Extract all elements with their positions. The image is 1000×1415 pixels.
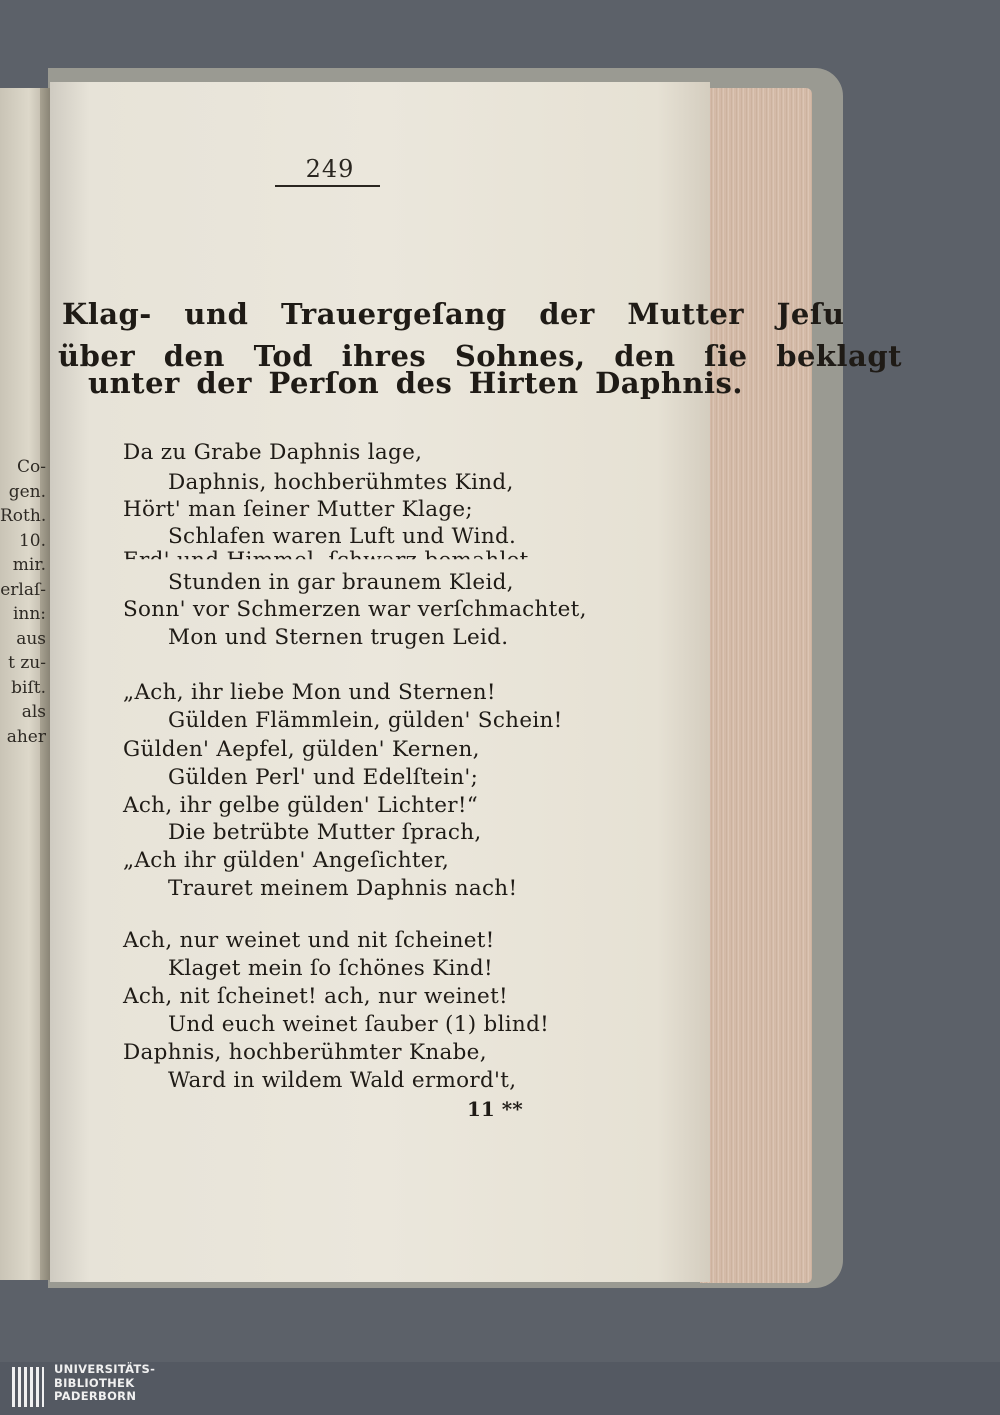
logo-line: UNIVERSITÄTS- [54,1362,156,1376]
margin-fragment: Co- [17,457,46,477]
margin-fragment: 10. [18,530,46,551]
verse-line: Die betrübte Mutter ſprach, [168,820,482,845]
left-page-margin-text [0,455,46,749]
verse-line: Da zu Grabe Daphnis lage, [123,440,423,465]
margin-fragment: t zu- [8,653,46,673]
library-logo-icon [10,1363,46,1411]
margin-fragment: biſt. [11,677,46,698]
verse-line: Stunden in gar braunem Kleid, [168,570,514,595]
margin-fragment: als [21,702,46,722]
verse-line: Daphnis, hochberühmter Knabe, [123,1040,487,1065]
verse-line: „Ach, ihr liebe Mon und Sternen! [123,680,496,705]
verse-line: Hört' man ſeiner Mutter Klage; [123,497,473,522]
logo-line: PADERBORN [54,1389,137,1403]
poem-title-line-3: unter der Perſon des Hirten Daphnis. [88,366,743,400]
margin-fragment: Roth. [0,506,47,526]
verse-line: Schlafen waren Luft und Wind. [168,524,517,549]
verse-line: Gülden Flämmlein, gülden' Schein! [168,708,563,733]
page-block-edges [700,88,812,1283]
logo-line: BIBLIOTHEK [54,1375,135,1390]
library-logo-text [54,1363,155,1404]
poem-title-line-2: über den Tod ihres Sohnes, den ſie beklagt [58,339,902,373]
verse-line: Gülden Perl' und Edelſtein'; [168,765,479,790]
verse-line: Sonn' vor Schmerzen war verſchmachtet, [123,597,587,622]
poem-title-line-1: Klag- und Trauergeſang der Mutter Jeſu [62,297,845,331]
signature-mark: 11 ** [467,1097,523,1121]
verse-line: Gülden' Aepfel, gülden' Kernen, [123,737,480,762]
verse-line: Ach, nur weinet und nit ſcheinet! [123,928,495,953]
margin-fragment: aus [16,628,46,649]
verse-line: Trauret meinem Daphnis nach! [168,876,518,901]
margin-fragment: mir. [12,555,46,575]
margin-fragment: aher [6,726,46,747]
page-number: 249 [305,155,355,183]
margin-fragment: erlaſ- [0,579,46,600]
margin-fragment: gen. [8,481,46,502]
verse-line: Ach, nit ſcheinet! ach, nur weinet! [123,984,508,1009]
verse-line: Und euch weinet ſauber (1) blind! [168,1012,550,1037]
verse-line: Daphnis, hochberühmtes Kind, [168,470,514,495]
margin-fragment: inn: [12,604,46,624]
verse-line: Ward in wildem Wald ermord't, [168,1068,517,1093]
verse-line: Mon und Sternen trugen Leid. [168,625,509,650]
verse-line: Klaget mein ſo ſchönes Kind! [168,956,493,981]
verse-line: „Ach ihr gülden' Angeſichter, [123,848,450,873]
page-number-rule [275,185,380,187]
verse-line: Ach, ihr gelbe gülden' Lichter!“ [123,793,479,818]
